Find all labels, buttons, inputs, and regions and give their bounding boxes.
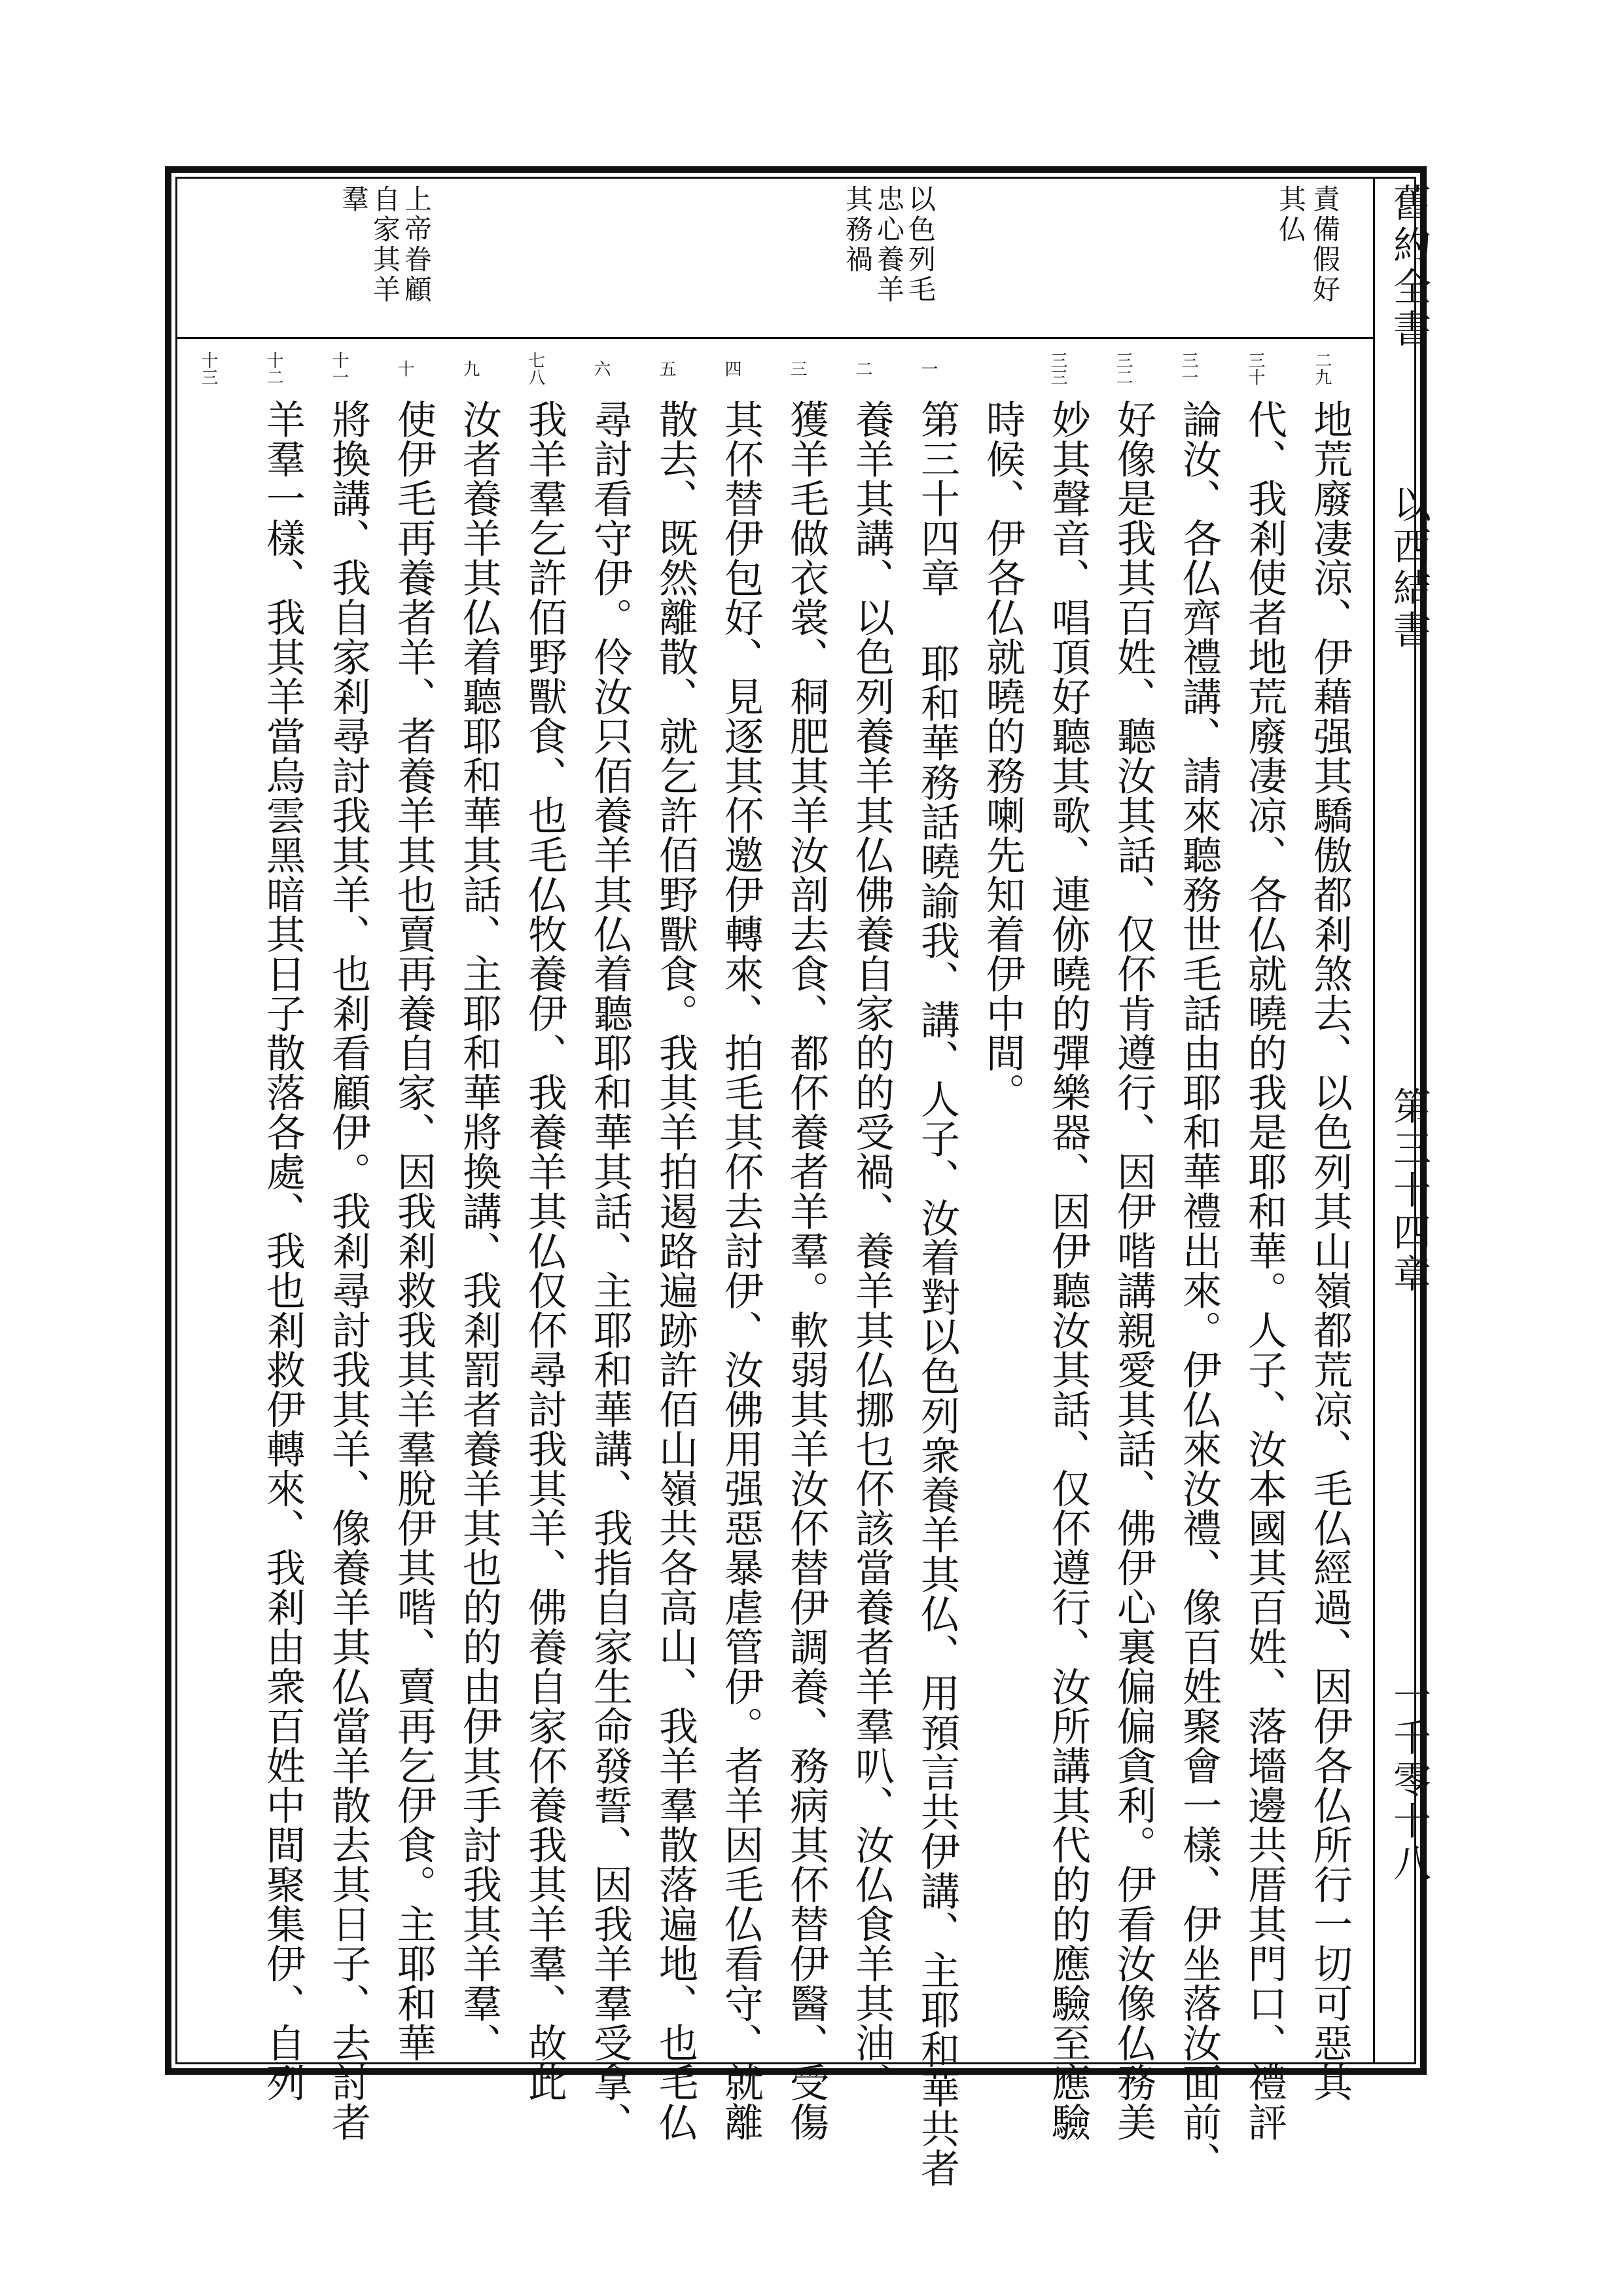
text-column: 汝者養羊其仏着聽耶和華其話、主耶和華將換講、我剎罰者養羊其也的的由伊其手討我其羊羣、 [456, 399, 502, 2062]
text-column: 代、我剎使者地荒廢凄凉、各仏就曉的我是耶和華。人子、汝本國其百姓、落墻邊共厝其門口、禮評 [1241, 399, 1287, 2142]
verse-number: 十二 [264, 351, 283, 386]
header-divider [1373, 177, 1375, 2064]
verse-number: 十一 [329, 351, 349, 386]
text-column: 其伓替伊包好、見逐其伓邀伊轉來、拍毛其伓去討伊、汝佛用强惡暴虐管伊。者羊因毛仏看守、就離 [718, 399, 764, 2142]
margin-note: 自家其羊 [369, 185, 401, 305]
text-column: 妙其聲音、唱頂好聽其歌、連㑊曉的彈樂器、因伊聽汝其話、仅伓遵行、汝所講其代的的應驗至應驗 [1045, 399, 1091, 2142]
verse-number: 四 [722, 360, 741, 377]
verse-number: 二 [853, 360, 872, 377]
margin-note: 上帝眷顧 [401, 185, 433, 305]
text-column: 地荒廢凄涼、伊藉强其驕傲都剎煞去、以色列其山嶺都荒凉、毛仏經過、因伊各仏所行一切可惡其 [1307, 399, 1353, 2102]
verse-number: 十三 [198, 351, 218, 386]
text-column: 獲羊毛做衣裳、秱肥其羊汝剖去食、都伓養者羊羣。軟弱其羊汝伓替伊調養、務病其伓替伊醫、受傷 [783, 399, 829, 2142]
verse-number: 一 [918, 360, 938, 377]
chapter-heading: 第三十四章 [1387, 1086, 1431, 1296]
verse-number: 三三 [1048, 351, 1067, 386]
text-column: 養羊其講、以色列養羊其仏佛養自家的的受禍、養羊其仏挪乜伓該當養者羊羣叭、汝仏食羊其油、 [849, 399, 895, 2102]
verse-number: 七八 [526, 351, 545, 386]
text-column: 使伊毛再養者羊、者養羊其也賣再養自家、因我剎救我其羊羣脫伊其喈、賣再乞伊食。主耶和華 [391, 399, 437, 2062]
margin-note: 其仏 [1275, 185, 1307, 245]
text-column: 論汝、各仏齊禮講、請來聽務世毛話由耶和華禮出來。伊仏來汝禮、像百姓聚會一樣、伊坐落汝面前、 [1176, 399, 1222, 2181]
margin-note: 以色列毛 [904, 185, 936, 305]
text-column: 好像是我其百姓、聽汝其話、仅伓肯遵行、因伊喈講親愛其話、佛伊心裏偏偏貪利。伊看汝像仏務美 [1111, 399, 1156, 2142]
text-column: 尋討看守伊。伶汝只佰養羊其仏着聽耶和華其話、主耶和華講、我指自家生命發誓、因我羊羣受拿、 [587, 399, 633, 2142]
text-column: 散去、既然離散、就乞許佰野獸食。我其羊拍遏路遍跡許佰山嶺共各高山、我羊羣散落遍地、也毛仏 [652, 399, 698, 2142]
text-column: 羊羣一樣、我其羊當烏雲黑暗其日子散落各處、我也剎救伊轉來、我剎由衆百姓中間聚集伊、自列 [260, 399, 306, 2102]
text-column: 第三十四章 耶和華務話曉諭我、講、人子、汝着對以色列衆養羊其仏、用預言共伊講、主耶和華共者 [914, 399, 960, 2188]
book-name: 以西結書 [1387, 484, 1431, 652]
verse-number: 十 [395, 360, 414, 377]
verse-number: 九 [460, 360, 480, 377]
text-column: 將換講、我自家剎尋討我其羊、也剎看顧伊。我剎尋討我其羊、像養羊其仏當羊散去其日子、去討者 [325, 399, 371, 2142]
verse-number: 三一 [1179, 351, 1198, 386]
text-column: 時候、伊各仏就曉的務喇先知着伊中間。 [980, 399, 1026, 1112]
page-number: 一千零十八 [1387, 1676, 1431, 1885]
margin-notes-divider [175, 337, 1373, 339]
book-title: 舊約全書 [1387, 183, 1431, 351]
margin-note: 羣 [338, 185, 370, 215]
margin-note: 責備假好 [1309, 185, 1341, 305]
text-column: 我羊羣乞許佰野獸食、也毛仏牧養伊、我養羊其仏仅伓尋討我其羊、佛養自家伓養我其羊羣、故此 [522, 399, 567, 2102]
verse-number: 五 [656, 360, 676, 377]
verse-number: 三十 [1245, 351, 1265, 386]
verse-number: 三二 [1113, 351, 1133, 386]
verse-number: 二九 [1312, 351, 1332, 386]
verse-number: 三 [787, 360, 807, 377]
verse-number: 六 [591, 360, 611, 377]
margin-note: 其務禍 [842, 185, 874, 275]
margin-note: 忠心養羊 [873, 185, 905, 305]
